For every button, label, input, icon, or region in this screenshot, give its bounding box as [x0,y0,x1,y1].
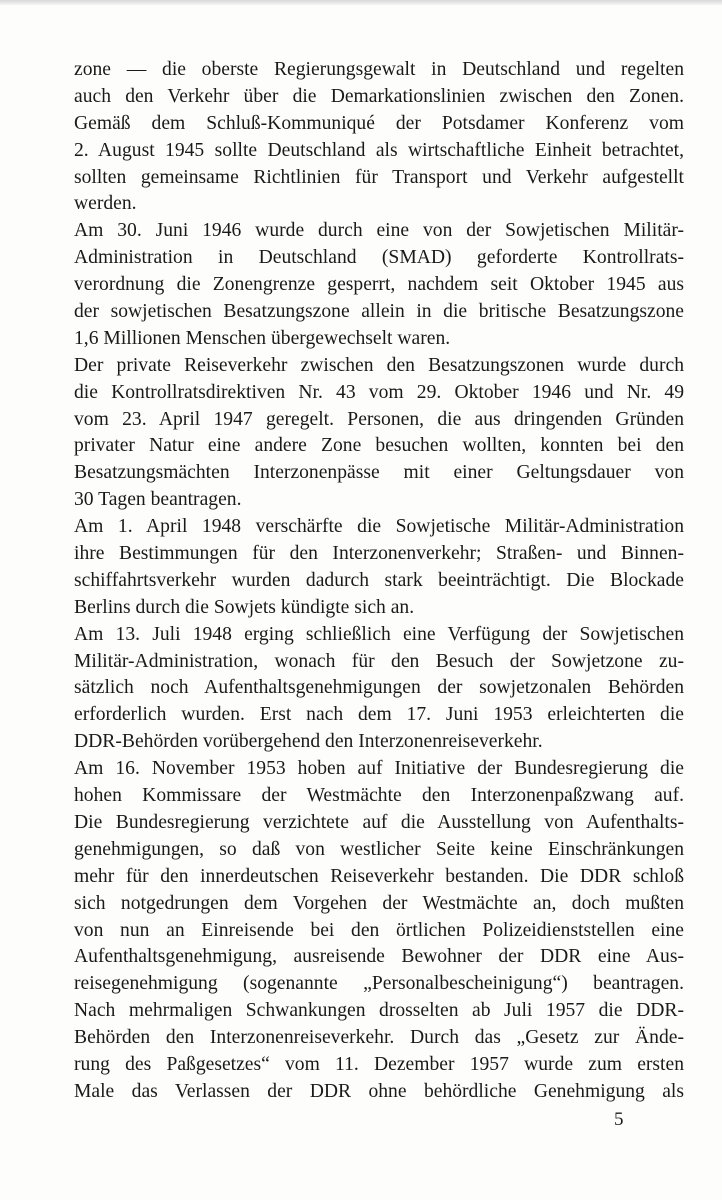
text-line: Nach mehrmaligen Schwankungen drosselten ab Juli 1957 die DDR- [74,1000,684,1022]
text-line: ihre Bestimmungen für den Interzonenverkehr; Straßen- und Binnen- [74,543,684,565]
text-line: reisegenehmigung (sogenannte „Personalbescheinigung“) beantragen. [74,973,684,995]
text-line: die Kontrollratsdirektiven Nr. 43 vom 29. Oktober 1946 und Nr. 49 [74,381,684,403]
text-line: mehr für den innerdeutschen Reiseverkehr bestanden. Die DDR schloß [74,865,684,887]
text-line: privater Natur eine andere Zone besuchen wollten, konnten bei den [74,435,684,457]
text-line: Am 30. Juni 1946 wurde durch eine von der Sowjetischen Militär- [74,220,684,242]
text-line: 2. August 1945 sollte Deutschland als wirtschaftliche Einheit betrachtet, [74,139,684,161]
page-number: 5 [614,1109,624,1130]
text-line: 1,6 Millionen Menschen übergewechselt waren. [74,327,451,349]
text-line: rung des Paßgesetzes“ vom 11. Dezember 1957 wurde zum ersten [74,1053,684,1075]
body-text [74,57,684,1106]
text-line: Am 13. Juli 1948 erging schließlich eine Verfügung der Sowjetischen [74,623,684,645]
text-line: Am 16. November 1953 hoben auf Initiative der Bundesregierung die [74,758,684,780]
text-line: zone — die oberste Regierungsgewalt in Deutschland und regelten [74,59,684,80]
text-line: sich notgedrungen dem Vorgehen der Westmächte an, doch mußten [74,892,684,914]
text-line: Male das Verlassen der DDR ohne behördliche Genehmigung als [74,1080,684,1102]
text-line: Gemäß dem Schluß-Kommuniqué der Potsdamer Konferenz vom [74,112,684,134]
text-line: 30 Tagen beantragen. [74,489,242,511]
text-line: sollten gemeinsame Richtlinien für Transport und Verkehr aufgestellt [74,166,684,188]
text-line: Behörden den Interzonenreiseverkehr. Durch das „Gesetz zur Ände- [74,1027,684,1049]
text-line: hohen Kommissare der Westmächte den Interzonenpaßzwang auf. [74,785,684,807]
text-line: vom 23. April 1947 geregelt. Personen, die aus dringenden Gründen [74,408,684,430]
text-line: Die Bundesregierung verzichtete auf die Ausstellung von Aufenthalts- [74,811,684,833]
scan-top-edge [0,0,722,5]
text-line: Berlins durch die Sowjets kündigte sich an. [74,596,415,618]
text-line: Besatzungsmächten Interzonenpässe mit einer Geltungsdauer von [74,462,684,484]
text-line: DDR-Behörden vorübergehend den Interzonenreiseverkehr. [74,731,543,753]
text-line: werden. [74,193,137,215]
text-line: Der private Reiseverkehr zwischen den Besatzungszonen wurde durch [74,354,684,376]
text-line: Militär-Administration, wonach für den Besuch der Sowjetzone zu- [74,650,684,672]
text-line: erforderlich wurden. Erst nach dem 17. Juni 1953 erleichterten die [74,704,684,726]
text-line: auch den Verkehr über die Demarkationslinien zwischen den Zonen. [74,85,684,107]
text-line: schiffahrtsverkehr wurden dadurch stark beeinträchtigt. Die Blockade [74,569,684,591]
text-line: Am 1. April 1948 verschärfte die Sowjetische Militär-Administration [74,516,684,538]
text-line: genehmigungen, so daß von westlicher Seite keine Einschränkungen [74,838,684,860]
text-line: Administration in Deutschland (SMAD) geforderte Kontrollrats- [74,247,684,269]
text-line: von nun an Einreisende bei den örtlichen Polizeidienststellen eine [74,919,684,941]
text-line: der sowjetischen Besatzungszone allein in die britische Besatzungszone [74,301,684,323]
text-line: Aufenthaltsgenehmigung, ausreisende Bewohner der DDR eine Aus- [74,946,684,968]
text-line: verordnung die Zonengrenze gesperrt, nachdem seit Oktober 1945 aus [74,274,684,296]
text-line: sätzlich noch Aufenthaltsgenehmigungen der sowjetzonalen Behörden [74,677,684,699]
